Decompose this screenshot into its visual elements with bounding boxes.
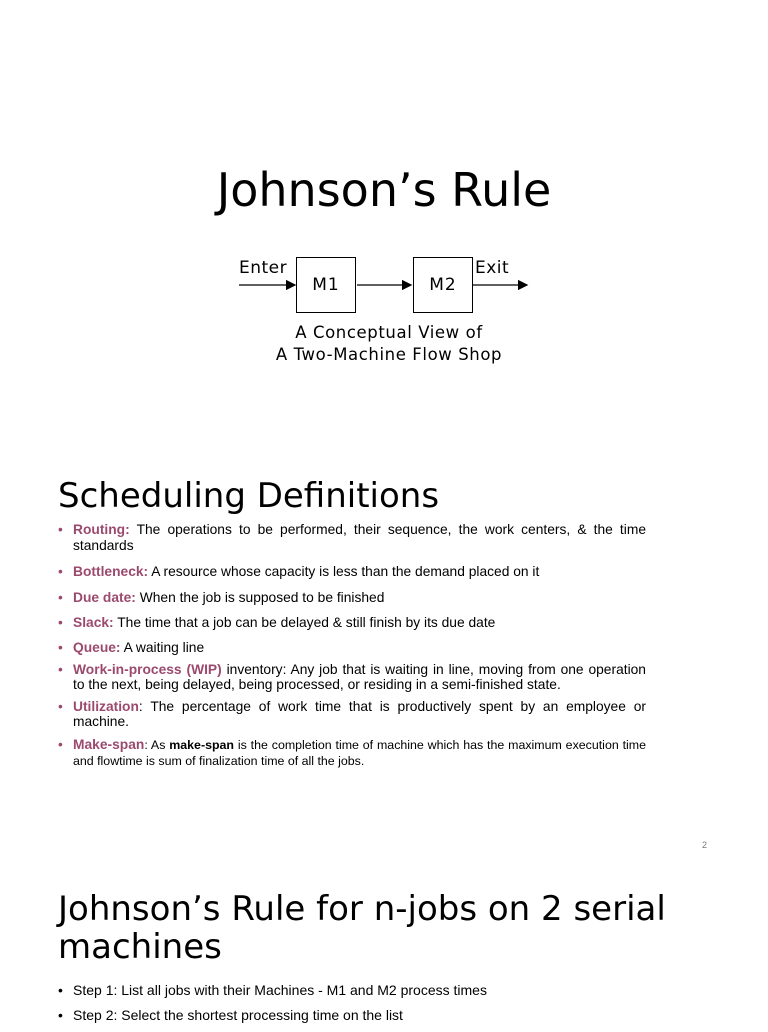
definition-text: A resource whose capacity is less than the demand placed on it — [148, 564, 540, 579]
flow-shop-diagram — [230, 250, 550, 325]
enter-label: Enter — [239, 258, 288, 278]
definition-term: Queue: — [73, 640, 121, 655]
definitions-list — [58, 522, 646, 769]
machine-m2-box — [413, 257, 473, 313]
slide-scheduling-definitions — [0, 470, 768, 860]
definition-text: : The percentage of work time that is productively spent by an employee or machine. — [73, 699, 646, 729]
definition-term: Due date: — [73, 590, 136, 605]
page-number: 2 — [702, 840, 708, 850]
step-item: • Step 2: Select the shortest processing time on the list — [58, 1007, 698, 1024]
caption-line-1: A Conceptual View of — [295, 323, 483, 342]
definition-term: Work-in-process (WIP) — [73, 662, 222, 677]
definition-text: The operations to be performed, their sequence, the work centers, & the time standards — [73, 522, 646, 553]
definition-text: inventory: Any job that is waiting in line, moving from one operation to the next, being delayed, being processed, or residing in a semi-finished state. — [73, 662, 646, 692]
definition-text-pre: : As — [144, 738, 170, 752]
definition-item — [58, 662, 646, 692]
machine-m2-label: M2 — [429, 275, 457, 295]
slide-title: Johnson’s Rule for n-jobs on 2 serial machines — [58, 889, 666, 967]
slide-johnsons-rule — [0, 0, 768, 420]
diagram-caption — [0, 322, 768, 366]
definition-item — [58, 615, 646, 631]
definition-text: is the completion time of machine which has the maximum execution time and flowtime is sum of finalization time of all the jobs. — [73, 738, 646, 768]
exit-label: Exit — [475, 258, 510, 278]
definition-item — [58, 737, 646, 769]
definition-text: When the job is supposed to be finished — [135, 590, 385, 605]
steps-list — [58, 982, 698, 1032]
definition-term: Bottleneck: — [73, 564, 149, 579]
definition-bold-term: make-span — [169, 738, 234, 752]
slide-title: Johnson’s Rule — [216, 163, 552, 217]
definition-item — [58, 522, 646, 554]
definition-text: A waiting line — [120, 640, 205, 655]
definition-item — [58, 699, 646, 729]
definition-term: Slack: — [73, 615, 114, 630]
slide-title: Scheduling Definitions — [58, 476, 440, 516]
definition-term: Make-span — [73, 737, 145, 752]
definition-text: The time that a job can be delayed & still finish by its due date — [113, 615, 496, 630]
step-item: • Step 1: List all jobs with their Machines - M1 and M2 process times — [58, 982, 698, 999]
definition-item — [58, 564, 646, 580]
definition-item — [58, 640, 646, 656]
definition-term: Routing: — [73, 522, 130, 537]
definition-term: Utilization — [73, 699, 139, 714]
slide-johnsons-rule-n-jobs — [0, 886, 768, 1024]
definition-item — [58, 590, 646, 606]
machine-m1-label: M1 — [312, 275, 340, 295]
machine-m1-box — [296, 257, 356, 313]
caption-line-2: A Two-Machine Flow Shop — [275, 345, 503, 364]
